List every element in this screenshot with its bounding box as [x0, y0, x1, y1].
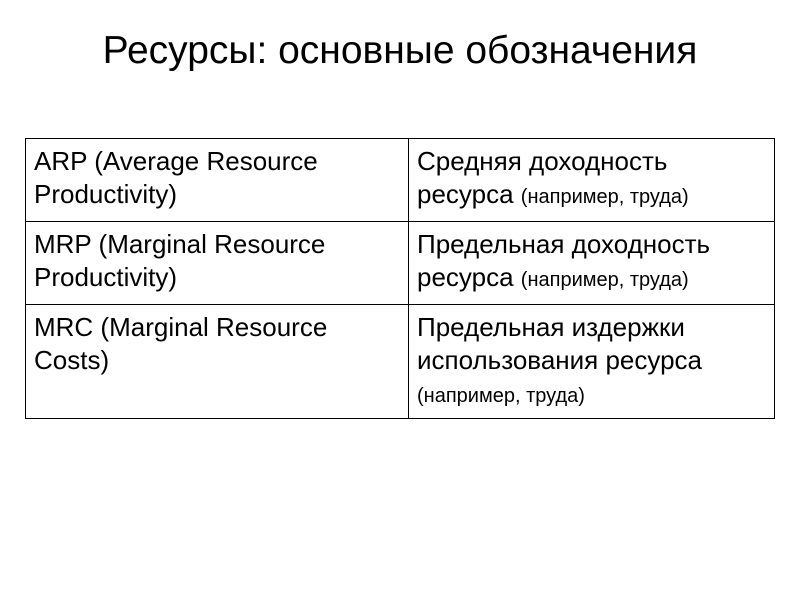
definition-note: (например, труда): [520, 186, 689, 208]
definition-cell: [409, 139, 775, 222]
definition-cell: [409, 222, 775, 305]
definitions-table: [25, 138, 775, 419]
term-cell: MRC (Marginal Resource Costs): [26, 305, 409, 419]
definition-note: (например, труда): [417, 385, 585, 407]
table-row: [26, 139, 775, 222]
definition-text: Предельная доходность ресурса: [417, 229, 711, 292]
slide-title: Ресурсы: основные обозначения: [102, 29, 698, 72]
definition-note: (например, труда): [520, 269, 689, 291]
definition-text: Средняя доходность ресурса: [417, 146, 668, 209]
table-row: [26, 222, 775, 305]
term-cell: ARP (Average Resource Productivity): [26, 139, 409, 222]
definition-text: Предельная издержки использования ресурса: [417, 312, 703, 375]
definition-cell: [409, 305, 775, 419]
term-cell: MRP (Marginal Resource Productivity): [26, 222, 409, 305]
table-row: [26, 305, 775, 419]
